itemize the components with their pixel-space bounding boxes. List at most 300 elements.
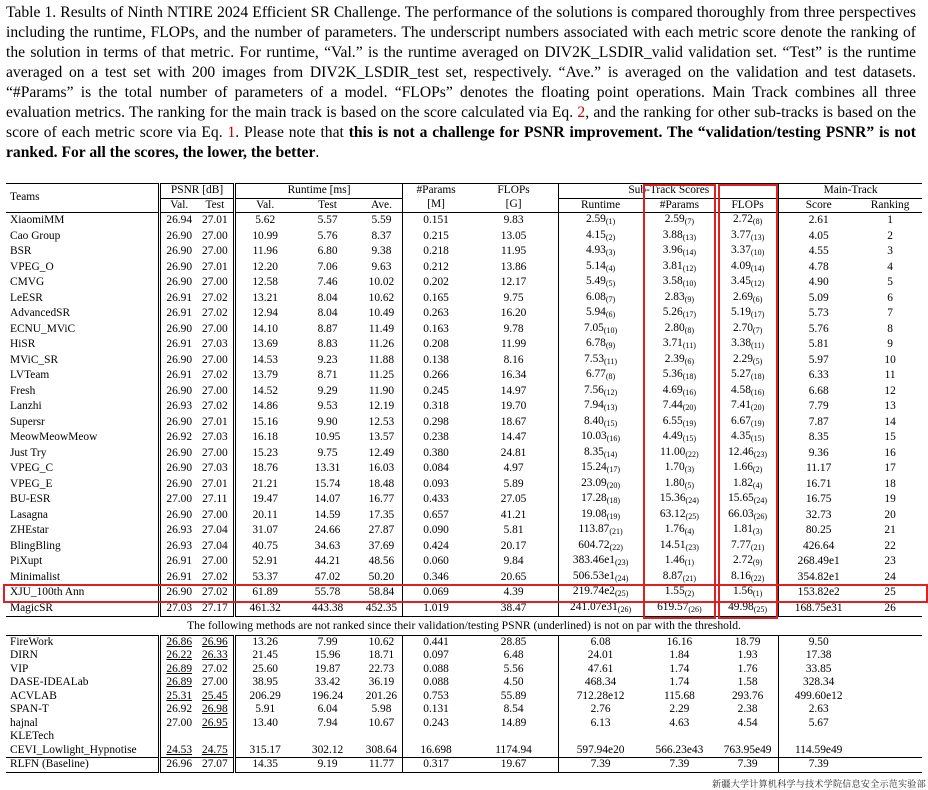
psnr-test: 27.01 [202, 260, 228, 273]
header-psnr-test: Test [197, 198, 234, 213]
table-row [6, 570, 922, 586]
main-ranking: 24 [884, 570, 896, 583]
psnr-test: 27.07 [202, 758, 228, 770]
subtrack-params: $15.36_{(24)}$ [659, 492, 699, 505]
header-rt-ave: Ave. [360, 198, 402, 213]
table-row [6, 291, 922, 307]
team-name: VPEG_O [10, 260, 54, 273]
main-ranking: 14 [884, 415, 896, 428]
main-ranking: 21 [884, 524, 896, 536]
subtrack-flops: $2.70_{(7)}$ [732, 321, 763, 335]
runtime-val: 13.40 [234, 717, 295, 731]
main-score: 5.67 [779, 717, 859, 731]
flops-value: 14.47 [500, 431, 527, 443]
subtrack-flops: $3.37_{(10)}$ [730, 244, 765, 257]
psnr-test: 27.02 [202, 570, 228, 583]
params-value: 0.298 [403, 415, 469, 431]
psnr-test: 26.95 [202, 716, 228, 729]
team-name: VIP [10, 662, 29, 675]
subtrack-flops: $2.29_{(5)}$ [732, 352, 763, 366]
psnr-val: 27.00 [160, 492, 197, 508]
subtrack-params: $3.88_{(13)}$ [662, 228, 697, 242]
header-subtrack: Sub-Track Scores [559, 184, 779, 199]
subtrack-runtime: $4.15_{(2)}$ [559, 229, 642, 245]
flops-value: 14.97 [500, 384, 527, 397]
params-value: 0.441 [403, 635, 469, 649]
main-score: 328.34 [779, 676, 859, 690]
main-score: 80.25 [779, 523, 859, 539]
runtime-test: 8.71 [317, 369, 338, 381]
runtime-ave: 17.35 [368, 508, 395, 521]
main-score: 16.75 [779, 492, 859, 508]
main-ranking: 10 [884, 353, 896, 366]
psnr-val: 26.89 [160, 663, 197, 677]
table-row [6, 322, 922, 338]
subtrack-params: 1.74 [669, 662, 690, 675]
subtrack-flops: $4.09_{(14)}$ [730, 259, 765, 273]
subtrack-runtime: $7.56_{(12)}$ [559, 384, 642, 400]
table-row [6, 663, 922, 677]
team-name: Cao Group [10, 229, 61, 242]
main-ranking: 26 [884, 601, 896, 614]
runtime-val: 40.75 [234, 539, 295, 555]
main-ranking [858, 703, 922, 717]
runtime-ave: 9.63 [371, 260, 392, 273]
runtime-val: 14.52 [234, 384, 295, 400]
table-row [6, 492, 922, 508]
subtrack-params: $3.81_{(12)}$ [662, 259, 697, 273]
flops-value: 13.86 [500, 260, 527, 273]
runtime-ave: 10.49 [368, 307, 395, 319]
main-ranking [858, 635, 922, 649]
main-score: 5.73 [779, 306, 859, 322]
params-value: 0.084 [403, 461, 469, 477]
table-row [6, 306, 922, 322]
main-ranking: 17 [884, 462, 896, 474]
main-ranking: 6 [887, 291, 893, 304]
psnr-val: 26.93 [160, 539, 197, 555]
psnr-test: 26.98 [202, 703, 228, 715]
flops-value: 11.99 [500, 338, 527, 350]
subtrack-runtime: $5.49_{(5)}$ [559, 275, 642, 291]
flops-value: 19.70 [500, 400, 527, 412]
subtrack-runtime: $6.77_{(8)}$ [559, 368, 642, 384]
header-st-runtime: Runtime [559, 198, 642, 213]
runtime-ave: 12.19 [368, 400, 395, 412]
runtime-ave: 10.67 [368, 716, 395, 729]
params-value: 0.088 [403, 676, 469, 690]
team-name: FireWork [10, 635, 54, 648]
flops-value: 9.83 [503, 214, 524, 226]
subtrack-runtime: $5.94_{(6)}$ [559, 306, 642, 322]
table-row [6, 601, 922, 617]
subtrack-flops: $12.46_{(23)}$ [728, 445, 768, 459]
table-row [6, 415, 922, 431]
subtrack-runtime: $17.28_{(18)}$ [559, 492, 642, 508]
psnr-val: 26.91 [160, 368, 197, 384]
subtrack-flops: $1.56_{(1)}$ [732, 585, 763, 598]
subtrack-runtime: $604.72_{(22)}$ [559, 539, 642, 555]
subtrack-flops: $1.82_{(4)}$ [732, 476, 763, 490]
subtrack-flops: $7.41_{(20)}$ [730, 399, 765, 412]
runtime-ave [360, 730, 402, 744]
psnr-test: 27.02 [202, 662, 228, 675]
subtrack-runtime: 597.94e20 [559, 744, 642, 758]
main-ranking: 18 [884, 477, 896, 490]
header-rt-test: Test [295, 198, 361, 213]
flops-value: 55.89 [500, 689, 527, 702]
flops-value: 9.84 [503, 555, 524, 567]
psnr-val: 26.89 [160, 676, 197, 690]
runtime-ave: 5.59 [371, 214, 392, 226]
psnr-val: 26.90 [160, 477, 197, 493]
subtrack-params: 16.16 [666, 635, 693, 648]
psnr-test: 27.00 [202, 676, 228, 688]
runtime-val: 12.20 [234, 260, 295, 276]
params-value: 0.202 [403, 275, 469, 291]
subtrack-params: $5.36_{(18)}$ [662, 368, 697, 381]
subtrack-flops: $3.45_{(12)}$ [730, 275, 765, 288]
runtime-val: 13.79 [234, 368, 295, 384]
table-row [6, 703, 922, 717]
psnr-val: 26.94 [160, 213, 197, 229]
runtime-ave: 11.49 [368, 322, 395, 335]
runtime-ave: 18.71 [368, 649, 395, 661]
header-params: #Params [403, 184, 469, 199]
psnr-val: 26.90 [160, 244, 197, 260]
team-name: HiSR [10, 338, 36, 350]
params-value: 0.069 [403, 585, 469, 601]
table-row [6, 430, 922, 446]
header-flops: FLOPs [469, 184, 559, 199]
runtime-val: 31.07 [234, 523, 295, 539]
equation-ref-2[interactable]: 2 [577, 104, 586, 121]
subtrack-flops: 2.38 [737, 703, 758, 715]
runtime-ave: 11.77 [368, 758, 395, 770]
team-name: Lasagna [10, 508, 48, 521]
runtime-val: 52.91 [234, 554, 295, 570]
flops-value: 9.75 [503, 291, 524, 304]
main-ranking [858, 663, 922, 677]
subtrack-flops: 1.76 [737, 662, 758, 675]
main-ranking: 4 [887, 260, 893, 273]
main-ranking [858, 649, 922, 663]
team-name: BU-ESR [10, 493, 51, 505]
runtime-ave: 58.84 [368, 586, 395, 598]
flops-value: 1174.94 [495, 743, 532, 756]
runtime-test: 443.38 [311, 601, 344, 614]
main-score: 9.50 [779, 635, 859, 649]
main-score: 5.09 [779, 291, 859, 307]
team-name: DIRN [10, 649, 38, 661]
main-score: 114.59e49 [779, 744, 859, 758]
subtrack-flops: $5.19_{(17)}$ [730, 306, 765, 319]
psnr-val: 26.22 [160, 649, 197, 663]
team-name: CEVI_Lowlight_Hypnotise [10, 743, 137, 756]
psnr-test: 27.03 [202, 462, 228, 474]
params-value: 0.165 [403, 291, 469, 307]
runtime-test: 9.29 [317, 384, 338, 397]
runtime-test: 9.23 [317, 353, 338, 366]
flops-value: 4.97 [503, 462, 524, 474]
team-name: SPAN-T [10, 703, 49, 715]
subtrack-runtime: $7.53_{(11)}$ [559, 353, 642, 369]
runtime-ave: 10.62 [368, 635, 395, 648]
team-name: Lanzhi [10, 400, 42, 412]
runtime-test [295, 730, 361, 744]
flops-value: 16.34 [500, 369, 527, 381]
table-row [6, 508, 922, 524]
header-main-score: Score [779, 198, 859, 213]
main-ranking: 15 [884, 431, 896, 443]
psnr-test: 27.02 [202, 400, 228, 412]
runtime-test: 8.04 [317, 291, 338, 304]
team-name: LVTeam [10, 369, 50, 381]
runtime-test: 8.87 [317, 322, 338, 335]
psnr-test: 24.75 [202, 743, 228, 756]
subtrack-flops: $3.38_{(11)}$ [731, 337, 765, 350]
runtime-ave: 16.77 [368, 493, 395, 505]
subtrack-params: $2.80_{(8)}$ [664, 321, 695, 335]
subtrack-params: $11.00_{(22)}$ [660, 445, 699, 459]
main-score: 2.63 [779, 703, 859, 717]
main-score: 7.87 [779, 415, 859, 431]
runtime-test: 5.76 [317, 229, 338, 242]
runtime-test: 6.04 [317, 703, 338, 715]
psnr-test: 27.03 [202, 431, 228, 443]
main-ranking: 2 [887, 229, 893, 242]
unranked-note: The following methods are not ranked since their validation/testing PSNR (underlined) is not on par with the threshold. [6, 617, 922, 636]
psnr-val: 26.93 [160, 399, 197, 415]
runtime-ave: 308.64 [365, 743, 398, 756]
subtrack-params: $1.80_{(5)}$ [664, 476, 695, 490]
subtrack-flops: $66.03_{(26)}$ [728, 507, 768, 521]
params-value: 0.131 [403, 703, 469, 717]
table-row [6, 635, 922, 649]
params-value: 0.266 [403, 368, 469, 384]
subtrack-flops: $7.77_{(21)}$ [730, 538, 765, 552]
psnr-test: 27.00 [202, 384, 228, 397]
runtime-val: 15.23 [234, 446, 295, 462]
flops-value: 20.17 [500, 539, 527, 552]
header-psnr: PSNR [dB] [160, 184, 234, 199]
runtime-val: 11.96 [234, 244, 295, 260]
baseline-row [6, 758, 922, 773]
subtrack-params: $4.49_{(15)}$ [662, 430, 697, 443]
subtrack-params: $1.46_{(1)}$ [664, 554, 695, 567]
subtrack-params: 7.39 [669, 758, 690, 770]
team-name: BSR [10, 245, 32, 257]
subtrack-runtime: $10.03_{(16)}$ [559, 430, 642, 446]
team-name: MViC_SR [10, 353, 59, 366]
main-score: 499.60e12 [779, 690, 859, 704]
psnr-test: 26.33 [202, 649, 228, 661]
params-value: 0.245 [403, 384, 469, 400]
main-score: 168.75e31 [779, 601, 859, 617]
subtrack-runtime: 6.08 [559, 635, 642, 649]
main-score: 7.79 [779, 399, 859, 415]
params-value: 0.657 [403, 508, 469, 524]
psnr-val: 26.96 [160, 758, 197, 773]
main-ranking: 5 [887, 276, 893, 288]
main-score: 426.64 [779, 539, 859, 555]
runtime-ave: 452.35 [365, 601, 398, 614]
runtime-ave: 9.38 [371, 245, 392, 257]
runtime-val: 14.53 [234, 353, 295, 369]
subtrack-params: $2.59_{(7)}$ [664, 213, 695, 226]
main-ranking: 16 [884, 446, 896, 459]
watermark: 新疆大学计算机科学与技术学院信息安全示范实验部 [712, 780, 926, 790]
main-score [779, 730, 859, 744]
params-value: 0.263 [403, 306, 469, 322]
psnr-val: 26.91 [160, 554, 197, 570]
subtrack-flops: $3.77_{(13)}$ [730, 228, 765, 242]
runtime-val: 21.45 [234, 649, 295, 663]
subtrack-flops: $1.66_{(2)}$ [732, 461, 763, 474]
subtrack-runtime: 7.39 [559, 758, 642, 773]
subtrack-flops: $1.81_{(3)}$ [732, 523, 763, 536]
main-ranking: 8 [887, 322, 893, 335]
psnr-test: 27.04 [202, 539, 228, 552]
psnr-val: 26.90 [160, 508, 197, 524]
runtime-val: 13.26 [234, 635, 295, 649]
subtrack-params: 2.29 [669, 703, 690, 715]
runtime-val: 12.58 [234, 275, 295, 291]
main-ranking [858, 758, 922, 773]
runtime-test: 9.53 [317, 400, 338, 412]
flops-value: 28.85 [500, 635, 527, 648]
header-runtime: Runtime [ms] [234, 184, 403, 199]
equation-ref-1[interactable]: 1 [227, 124, 236, 141]
table-row [6, 585, 922, 601]
runtime-test: 9.75 [317, 446, 338, 459]
main-score: 268.49e1 [779, 554, 859, 570]
subtrack-flops: $8.16_{(22)}$ [730, 569, 765, 583]
runtime-ave: 10.62 [368, 291, 395, 304]
subtrack-runtime: $23.09_{(20)}$ [559, 477, 642, 493]
runtime-test: 15.96 [314, 649, 341, 661]
psnr-test: 27.00 [202, 245, 228, 257]
psnr-val: 26.91 [160, 291, 197, 307]
caption-emphasis: this is not a challenge for PSNR improvement. The “validation/testing PSNR” is not ranked. For all the scores, the lower, the better [6, 124, 916, 161]
psnr-test: 27.00 [202, 229, 228, 242]
main-score: 6.33 [779, 368, 859, 384]
runtime-test: 7.94 [317, 716, 338, 729]
header-teams: Teams [6, 184, 160, 213]
subtrack-runtime: $6.08_{(7)}$ [559, 291, 642, 307]
psnr-val: 26.90 [160, 461, 197, 477]
flops-value: 9.78 [503, 322, 524, 335]
subtrack-runtime: $7.05_{(10)}$ [559, 322, 642, 338]
runtime-test: 14.59 [314, 508, 341, 521]
psnr-val: 26.90 [160, 275, 197, 291]
params-value: 0.088 [403, 663, 469, 677]
subtrack-flops: 18.79 [734, 635, 761, 648]
subtrack-runtime: $5.14_{(4)}$ [559, 260, 642, 276]
team-name: RLFN (Baseline) [10, 758, 89, 770]
table-row [6, 649, 922, 663]
team-name: XiaomiMM [10, 214, 65, 226]
table-row [6, 461, 922, 477]
subtrack-runtime [559, 730, 642, 744]
params-value: 0.753 [403, 690, 469, 704]
runtime-ave: 22.73 [368, 662, 395, 675]
params-value: 1.019 [403, 601, 469, 617]
subtrack-runtime: $7.94_{(13)}$ [559, 399, 642, 415]
runtime-ave: 11.90 [368, 384, 395, 397]
main-ranking [858, 717, 922, 731]
header-psnr-val: Val. [160, 198, 197, 213]
team-name: VPEG_E [10, 477, 53, 490]
flops-value: 20.65 [500, 570, 527, 583]
flops-value: 5.81 [503, 524, 524, 536]
params-value: 0.346 [403, 570, 469, 586]
table-row [6, 399, 922, 415]
runtime-test: 9.90 [317, 415, 338, 428]
runtime-test: 8.04 [317, 307, 338, 319]
table-row [6, 229, 922, 245]
subtrack-runtime: $219.74e2_{(25)}$ [559, 585, 642, 601]
header-st-flops: FLOPs [717, 198, 779, 213]
flops-value: 14.89 [500, 716, 527, 729]
psnr-val: 26.90 [160, 260, 197, 276]
flops-value: 5.89 [503, 477, 524, 490]
team-name: PiXupt [10, 555, 43, 567]
main-score: 9.36 [779, 446, 859, 462]
psnr-val: 27.00 [160, 717, 197, 731]
psnr-val [160, 730, 197, 744]
flops-value [469, 730, 559, 744]
flops-value: 13.05 [500, 229, 527, 242]
params-value: 0.090 [403, 523, 469, 539]
psnr-test: 27.02 [202, 369, 228, 381]
subtrack-params: $3.96_{(14)}$ [662, 244, 697, 257]
runtime-test: 33.42 [314, 676, 341, 688]
psnr-test [197, 730, 234, 744]
runtime-val: 15.16 [234, 415, 295, 431]
psnr-val: 26.91 [160, 570, 197, 586]
main-ranking [858, 744, 922, 758]
main-ranking: 9 [887, 338, 893, 350]
psnr-test: 27.00 [202, 276, 228, 288]
psnr-val: 26.90 [160, 322, 197, 338]
params-value: 0.318 [403, 399, 469, 415]
psnr-test: 25.45 [202, 689, 228, 702]
runtime-val: 13.69 [234, 337, 295, 353]
flops-value: 6.48 [503, 649, 524, 661]
subtrack-runtime: $19.08_{(19)}$ [559, 508, 642, 524]
runtime-test: 7.06 [317, 260, 338, 273]
psnr-val: 26.90 [160, 353, 197, 369]
psnr-val: 26.90 [160, 585, 197, 601]
main-score: 32.73 [779, 508, 859, 524]
params-value: 0.215 [403, 229, 469, 245]
flops-value: 41.21 [500, 508, 527, 521]
team-name: VPEG_C [10, 462, 54, 474]
runtime-ave: 36.19 [368, 676, 395, 688]
subtrack-flops: $4.58_{(16)}$ [730, 383, 765, 397]
subtrack-flops: $2.69_{(6)}$ [732, 290, 763, 304]
runtime-ave: 16.03 [368, 462, 395, 474]
subtrack-flops: $5.27_{(18)}$ [730, 368, 765, 381]
psnr-val: 26.91 [160, 337, 197, 353]
table-row [6, 730, 922, 744]
subtrack-params: $3.71_{(11)}$ [662, 337, 696, 350]
runtime-val: 206.29 [234, 690, 295, 704]
runtime-test: 44.21 [314, 555, 341, 567]
subtrack-flops: 4.54 [737, 716, 758, 729]
psnr-val: 26.86 [160, 635, 197, 649]
